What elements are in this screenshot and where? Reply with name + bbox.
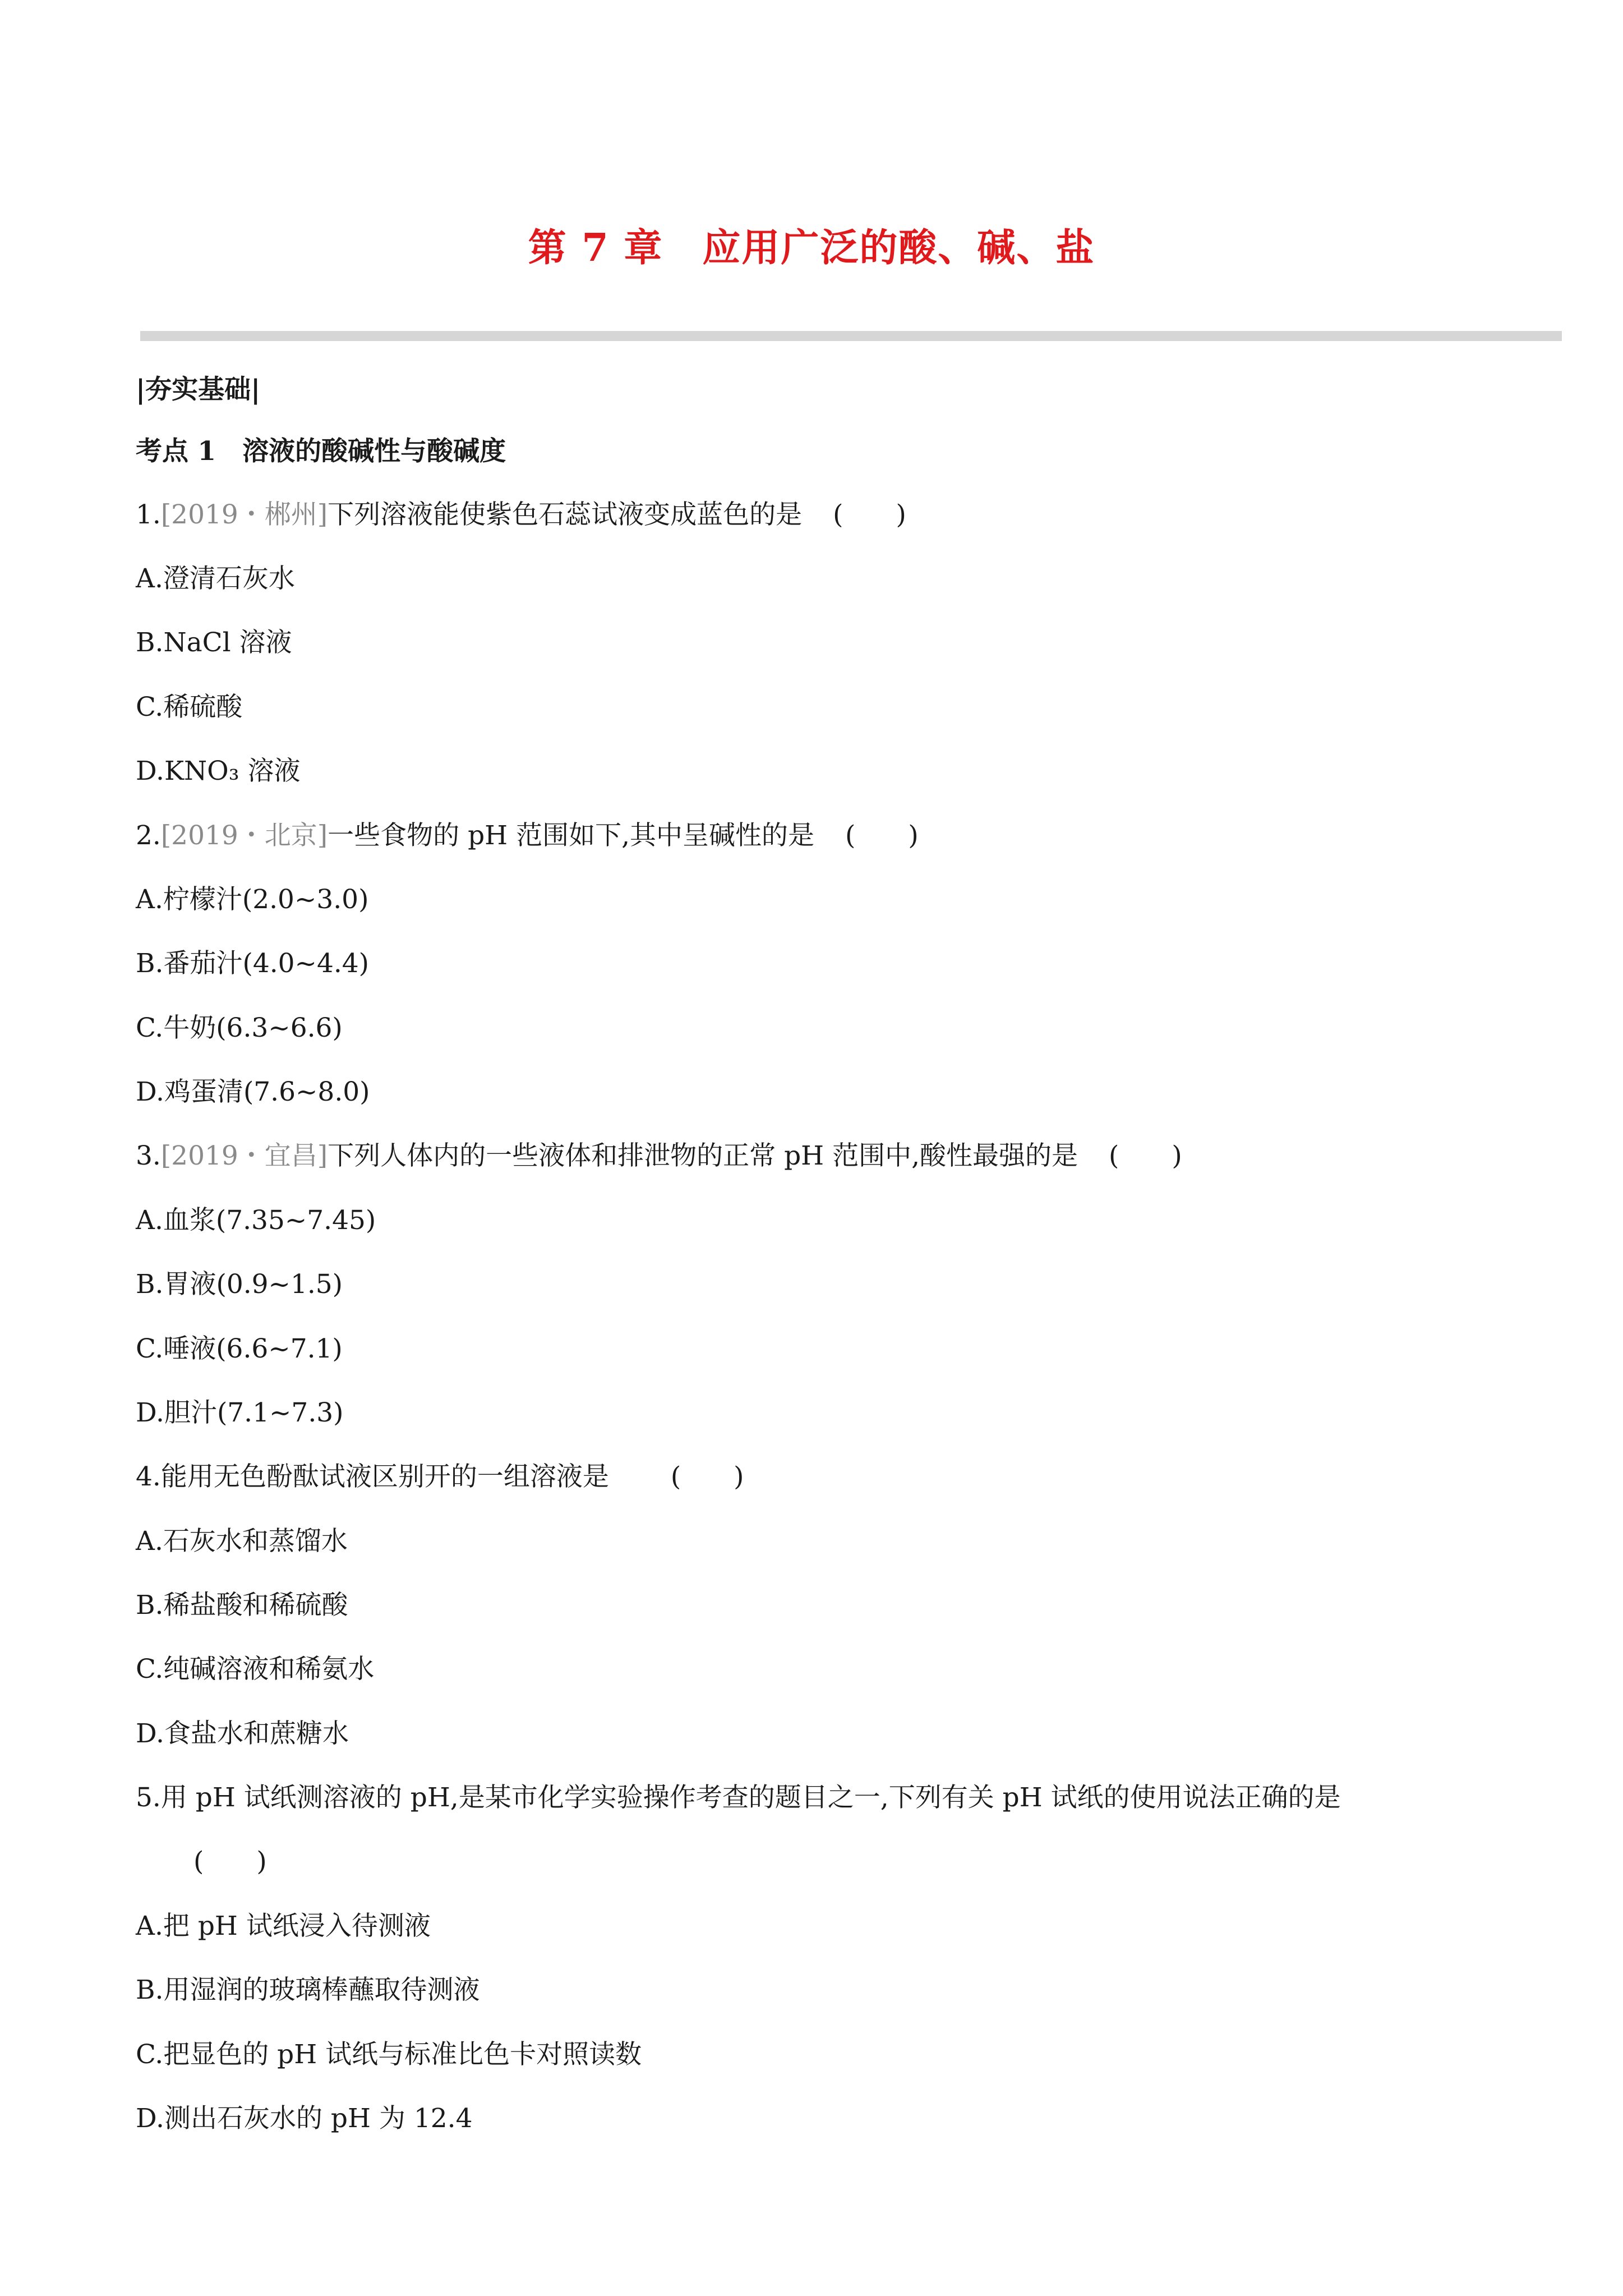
option-4d: D.食盐水和蔗糖水	[136, 1718, 349, 1749]
question-4	[136, 1460, 744, 1494]
section-heading: |夯实基础|	[136, 374, 261, 405]
question-source: [2019・郴州]	[160, 499, 328, 530]
option-1b: B.NaCl 溶液	[136, 627, 292, 658]
answer-blank: ( )	[193, 1846, 267, 1877]
option-2c: C.牛奶(6.3~6.6)	[136, 1013, 343, 1043]
option-5d: D.测出石灰水的 pH 为 12.4	[136, 2103, 473, 2134]
option-5c: C.把显色的 pH 试纸与标准比色卡对照读数	[136, 2039, 642, 2070]
title-divider	[140, 331, 1562, 341]
option-3a: A.血浆(7.35~7.45)	[136, 1205, 376, 1236]
option-2b: B.番茄汁(4.0~4.4)	[136, 948, 370, 979]
question-stem: 下列人体内的一些液体和排泄物的正常 pH 范围中,酸性最强的是	[328, 1140, 1078, 1171]
option-1d: D.KNO₃ 溶液	[136, 756, 301, 786]
answer-blank: ( )	[845, 820, 919, 851]
question-3	[136, 1139, 1182, 1173]
option-3c: C.唾液(6.6~7.1)	[136, 1333, 343, 1364]
question-number: 3.	[136, 1140, 161, 1171]
question-number: 2.	[136, 820, 161, 851]
option-1c: C.稀硫酸	[136, 692, 243, 723]
question-1	[136, 498, 906, 532]
answer-blank: ( )	[1109, 1140, 1182, 1171]
answer-blank: ( )	[833, 499, 906, 530]
question-2	[136, 819, 919, 853]
option-1a: A.澄清石灰水	[136, 563, 295, 594]
option-5b: B.用湿润的玻璃棒蘸取待测液	[136, 1975, 480, 2005]
question-stem: 下列溶液能使紫色石蕊试液变成蓝色的是	[328, 499, 803, 530]
option-5a: A.把 pH 试纸浸入待测液	[136, 1911, 431, 1941]
question-number: 4.	[136, 1461, 161, 1492]
question-stem: 一些食物的 pH 范围如下,其中呈碱性的是	[328, 820, 815, 851]
chapter-title: 第 7 章 应用广泛的酸、碱、盐	[528, 226, 1095, 270]
question-source: [2019・宜昌]	[160, 1140, 328, 1171]
question-stem: 用 pH 试纸测溶液的 pH,是某市化学实验操作考查的题目之一,下列有关 pH 试纸的使用说法正确的是	[160, 1782, 1341, 1813]
answer-blank: ( )	[670, 1461, 744, 1492]
option-4c: C.纯碱溶液和稀氨水	[136, 1654, 375, 1685]
question-number: 1.	[136, 499, 161, 530]
option-4b: B.稀盐酸和稀硫酸	[136, 1590, 348, 1621]
topic-heading: 考点 1 溶液的酸碱性与酸碱度	[136, 436, 506, 467]
option-4a: A.石灰水和蒸馏水	[136, 1526, 348, 1557]
question-5	[136, 1781, 1341, 1815]
option-3b: B.胃液(0.9~1.5)	[136, 1269, 343, 1300]
question-source: [2019・北京]	[160, 820, 328, 851]
option-3d: D.胆汁(7.1~7.3)	[136, 1397, 344, 1428]
question-number: 5.	[136, 1782, 161, 1813]
question-stem: 能用无色酚酞试液区别开的一组溶液是	[160, 1461, 609, 1492]
option-2a: A.柠檬汁(2.0~3.0)	[136, 884, 369, 915]
option-2d: D.鸡蛋清(7.6~8.0)	[136, 1076, 370, 1107]
